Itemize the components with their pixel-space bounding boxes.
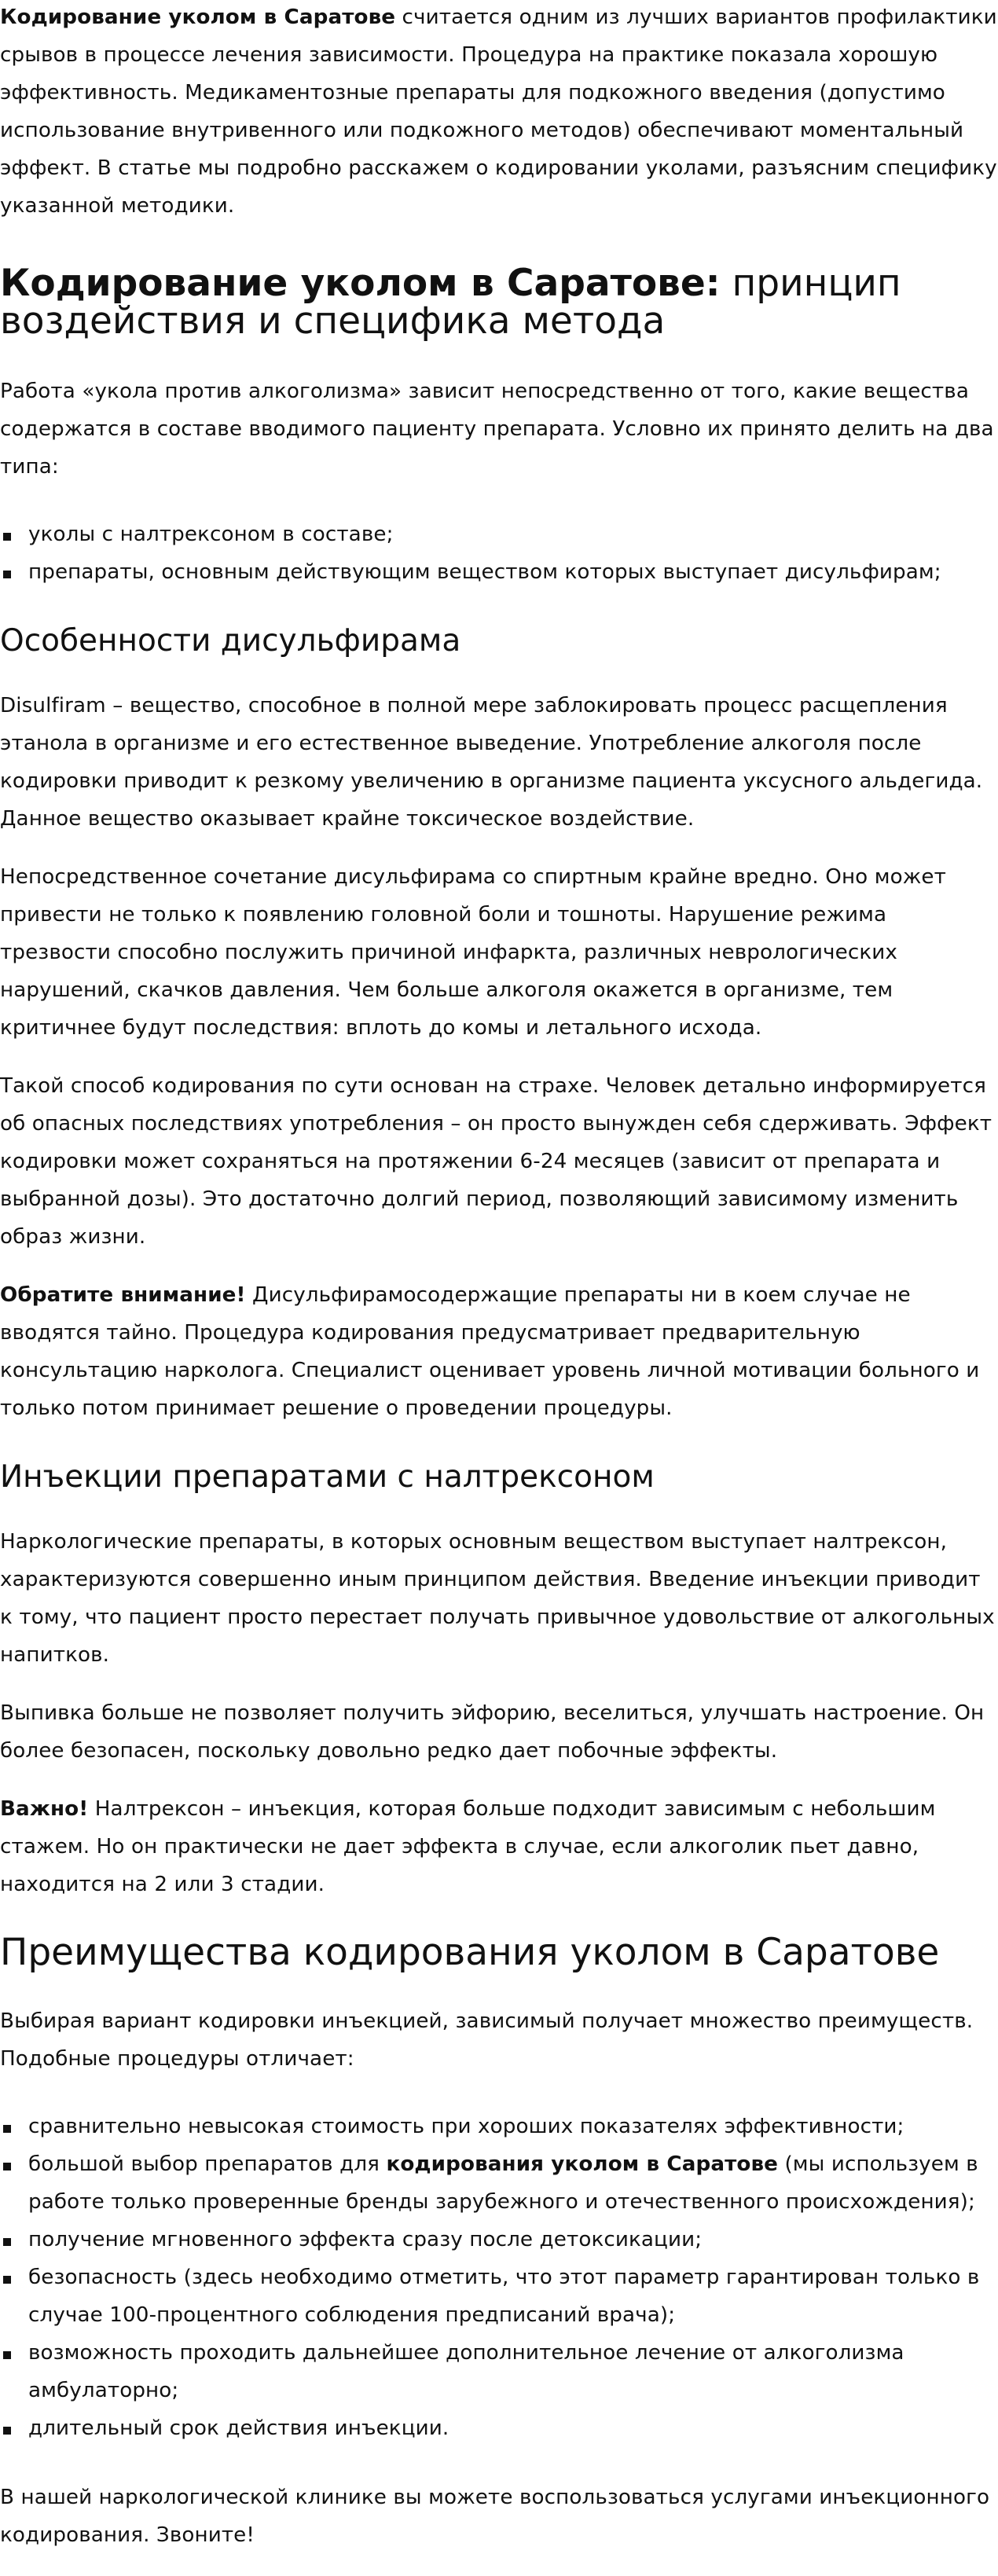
list-item (0, 2411, 998, 2449)
section1-title-bold: Кодирование уколом в Саратове: (0, 261, 721, 305)
list-item-text: препараты, основным действующим веществом которых выступает дисульфирам; (28, 561, 941, 585)
section1-title (0, 261, 998, 343)
bullet-icon (3, 2238, 11, 2246)
list-item-text: длительный срок действия инъекции. (28, 2417, 449, 2441)
section2-title: Особенности дисульфирама (0, 622, 461, 659)
bullet-icon (3, 2163, 11, 2171)
closing-paragraph: В нашей наркологической клинике вы можете воспользоваться услугами инъекционного кодирования. Звоните! (0, 2486, 990, 2548)
intro-text: считается одним из лучших вариантов профилактики срывов в процессе лечения зависимости. Процедура на практике показала хорошую эффективность. Медикаментозные препараты для подкожного введения (допустимо использование внутривенного или подкожного методов) обеспечивают моментальный эффект. В статье мы подробно расскажем о кодировании уколами, разъясним специфику указанной методики. (0, 6, 997, 218)
list-item-bold: кодирования уколом в Саратове (386, 2153, 779, 2177)
list-item (0, 2109, 998, 2147)
section2-note-bold: Обратите внимание! (0, 1284, 246, 1308)
section3-note-bold: Важно! (0, 1798, 89, 1822)
bullet-icon (3, 2125, 11, 2133)
bullet-icon (3, 2351, 11, 2359)
bullet-icon (3, 2427, 11, 2435)
section2-paragraph-1: Disulfiram – вещество, способное в полной мере заблокировать процесс расщепления этанола в организме и его естественное выведение. Употребление алкоголя после кодировки приводит к резкому увеличению в организме пациента уксусного альдегида. Данное вещество оказывает крайне токсическое воздействие. (0, 695, 983, 831)
list-item (0, 517, 998, 555)
section2-paragraph-2: Непосредственное сочетание дисульфирама со спиртным крайне вредно. Оно может привести не только к появлению головной боли и тошноты. Нарушение режима трезвости способно послужить причиной инфаркта, различных неврологических нарушений, скачков давления. Чем больше алкоголя окажется в организме, тем критичнее будут последствия: вплоть до комы и летального исхода. (0, 866, 946, 1040)
list-item-text: сравнительно невысокая стоимость при хороших показателях эффективности; (28, 2115, 904, 2139)
bullet-icon (3, 533, 11, 541)
section2-note-text: Дисульфирамосодержащие препараты ни в коем случае не вводятся тайно. Процедура кодирования предусматривает предварительную консультацию нарколога. Специалист оценивает уровень личной мотивации больного и только потом принимает решение о проведении процедуры. (0, 1284, 980, 1421)
section1-title-rest: принцип воздействия и специфика метода (0, 261, 901, 343)
list-item (0, 2147, 998, 2222)
intro-bold: Кодирование уколом в Саратове (0, 6, 396, 30)
list-item (0, 555, 998, 593)
list-item (0, 2336, 998, 2411)
section4-paragraph: Выбирая вариант кодировки инъекцией, зависимый получает множество преимуществ. Подобные процедуры отличает: (0, 2010, 974, 2071)
section2-note (0, 1278, 998, 1429)
section1-list (0, 517, 998, 593)
bullet-icon (3, 571, 11, 578)
list-item (0, 2260, 998, 2336)
list-item-text-rest: (мы используем в работе только проверенные бренды зарубежного и отечественного происхождения); (28, 2153, 978, 2215)
section2-paragraph-3: Такой способ кодирования по сути основан на страхе. Человек детально информируется об опасных последствиях употребления – он просто вынужден себя сдерживать. Эффект кодировки может сохраняться на протяжении 6-24 месяцев (зависит от препарата и выбранной дозы). Это достаточно долгий период, позволяющий зависимому изменить образ жизни. (0, 1075, 992, 1249)
section3-note (0, 1792, 998, 1905)
list-item-text: получение мгновенного эффекта сразу после детоксикации; (28, 2229, 703, 2252)
list-item-text: большой выбор препаратов для (28, 2153, 387, 2177)
section4-list (0, 2109, 998, 2449)
list-item-text: уколы с налтрексоном в составе; (28, 523, 394, 547)
section4-title: Преимущества кодирования уколом в Саратове (0, 1930, 940, 1974)
list-item-text: возможность проходить дальнейшее дополнительное лечение от алкоголизма амбулаторно; (28, 2342, 904, 2403)
bullet-icon (3, 2276, 11, 2284)
section3-note-text: Налтрексон – инъекция, которая больше подходит зависимым с небольшим стажем. Но он практически не дает эффекта в случае, если алкоголик пьет давно, находится на 2 или 3 стадии. (0, 1798, 936, 1897)
section3-paragraph-2: Выпивка больше не позволяет получить эйфорию, веселиться, улучшать настроение. Он более безопасен, поскольку довольно редко дает побочные эффекты. (0, 1702, 985, 1763)
list-item-text: безопасность (здесь необходимо отметить, что этот параметр гарантирован только в случае 100-процентного соблюдения предписаний врача); (28, 2266, 980, 2328)
intro-paragraph (0, 0, 998, 226)
section3-paragraph-1: Наркологические препараты, в которых основным веществом выступает налтрексон, характеризуются совершенно иным принципом действия. Введение инъекции приводит к тому, что пациент просто перестает получать привычное удовольствие от алкогольных напитков. (0, 1531, 995, 1668)
section3-title: Инъекции препаратами с налтрексоном (0, 1459, 655, 1495)
section1-paragraph: Работа «укола против алкоголизма» зависит непосредственно от того, какие вещества содержатся в составе вводимого пациенту препарата. Условно их принято делить на два типа: (0, 380, 994, 479)
list-item (0, 2222, 998, 2260)
